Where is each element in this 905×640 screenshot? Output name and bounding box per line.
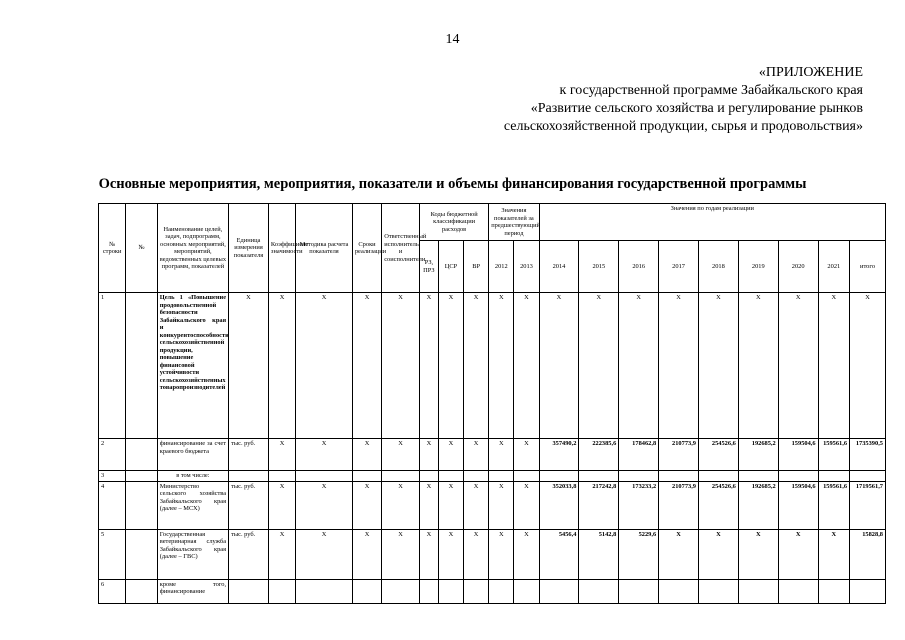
cell-row-number: 5 xyxy=(99,529,126,579)
cell-number xyxy=(126,481,157,529)
cell-unit xyxy=(229,471,269,482)
cell-2017: Х xyxy=(659,529,699,579)
cell-2021: Х xyxy=(818,293,849,439)
cell-2018: Х xyxy=(699,529,739,579)
cell-2021 xyxy=(818,471,849,482)
cell-responsible: Х xyxy=(382,481,420,529)
cell-2012 xyxy=(489,471,514,482)
cell-2017 xyxy=(659,471,699,482)
appendix-header xyxy=(504,64,863,136)
cell-row-number: 2 xyxy=(99,439,126,471)
cell-method xyxy=(296,579,353,603)
cell-2020 xyxy=(778,579,818,603)
cell-2015: 222385,6 xyxy=(579,439,619,471)
cell-total xyxy=(850,471,886,482)
cell-code-rz xyxy=(419,579,438,603)
cell-unit: тыс. руб. xyxy=(229,529,269,579)
header-years-group: Значения по годам реализации xyxy=(539,204,885,241)
cell-2016: 178462,8 xyxy=(619,439,659,471)
cell-coefficient: Х xyxy=(268,293,295,439)
cell-2020: Х xyxy=(778,293,818,439)
cell-2020: 159504,6 xyxy=(778,439,818,471)
cell-2020: Х xyxy=(778,529,818,579)
cell-code-csr: Х xyxy=(438,293,463,439)
cell-code-vr: Х xyxy=(464,481,489,529)
cell-number xyxy=(126,579,157,603)
cell-method: Х xyxy=(296,439,353,471)
table-row xyxy=(99,579,886,603)
cell-2018: 254526,6 xyxy=(699,439,739,471)
cell-coefficient xyxy=(268,471,295,482)
cell-2014: 5456,4 xyxy=(539,529,579,579)
cell-code-vr: Х xyxy=(464,439,489,471)
cell-code-rz: Х xyxy=(419,481,438,529)
cell-name: кроме того, финансирование xyxy=(157,579,228,603)
cell-2014 xyxy=(539,471,579,482)
cell-code-csr: Х xyxy=(438,439,463,471)
header-year-2019: 2019 xyxy=(738,241,778,293)
cell-row-number: 4 xyxy=(99,481,126,529)
cell-total: 1735390,5 xyxy=(850,439,886,471)
cell-total xyxy=(850,579,886,603)
cell-2013 xyxy=(514,579,539,603)
cell-2017: 210773,9 xyxy=(659,439,699,471)
cell-code-csr xyxy=(438,579,463,603)
header-method: Методика расчета показателя xyxy=(296,204,353,293)
cell-code-rz xyxy=(419,471,438,482)
cell-term: Х xyxy=(352,293,381,439)
cell-method: Х xyxy=(296,293,353,439)
cell-method xyxy=(296,471,353,482)
cell-2013: Х xyxy=(514,529,539,579)
cell-coefficient: Х xyxy=(268,481,295,529)
cell-number xyxy=(126,439,157,471)
cell-2015 xyxy=(579,471,619,482)
table-row xyxy=(99,529,886,579)
cell-2013 xyxy=(514,471,539,482)
cell-name: в том числе: xyxy=(157,471,228,482)
cell-code-rz: Х xyxy=(419,293,438,439)
cell-2019: 192685,2 xyxy=(738,481,778,529)
cell-row-number: 1 xyxy=(99,293,126,439)
cell-2016 xyxy=(619,471,659,482)
table-row xyxy=(99,293,886,439)
cell-2021: Х xyxy=(818,529,849,579)
cell-2014: 357490,2 xyxy=(539,439,579,471)
cell-unit: Х xyxy=(229,293,269,439)
header-unit: Единица измерения показателя xyxy=(229,204,269,293)
header-number: № xyxy=(126,204,157,293)
cell-2019: Х xyxy=(738,293,778,439)
cell-number xyxy=(126,293,157,439)
cell-unit xyxy=(229,579,269,603)
cell-2012: Х xyxy=(489,439,514,471)
program-table xyxy=(98,203,886,604)
header-year-2015: 2015 xyxy=(579,241,619,293)
cell-2021: 159561,6 xyxy=(818,481,849,529)
cell-2015: 5142,8 xyxy=(579,529,619,579)
cell-2018 xyxy=(699,579,739,603)
header-term: Сроки реализации xyxy=(352,204,381,293)
cell-2018 xyxy=(699,471,739,482)
header-previous-period: Значения показателей за предшествующий период xyxy=(489,204,539,241)
cell-code-vr xyxy=(464,579,489,603)
cell-2021: 159561,6 xyxy=(818,439,849,471)
cell-2016: 173233,2 xyxy=(619,481,659,529)
page-number: 14 xyxy=(445,32,460,47)
header-code-vr: ВР xyxy=(464,241,489,293)
header-name: Наименование целей, задач, подпрограмм, основных мероприятий, мероприятий, ведомственных целевых программ, показателей xyxy=(157,204,228,293)
cell-2018: Х xyxy=(699,293,739,439)
cell-2014: 352033,8 xyxy=(539,481,579,529)
header-year-2021: 2021 xyxy=(818,241,849,293)
appendix-line-2: к государственной программе Забайкальского края xyxy=(559,83,863,98)
appendix-line-3: «Развитие сельского хозяйства и регулирование рынков xyxy=(530,101,863,116)
header-year-2020: 2020 xyxy=(778,241,818,293)
cell-unit: тыс. руб. xyxy=(229,439,269,471)
cell-2014 xyxy=(539,579,579,603)
cell-total: Х xyxy=(850,293,886,439)
header-coefficient: Коэффициент значимости xyxy=(268,204,295,293)
cell-2019 xyxy=(738,471,778,482)
cell-code-csr: Х xyxy=(438,481,463,529)
cell-row-number: 6 xyxy=(99,579,126,603)
cell-coefficient: Х xyxy=(268,529,295,579)
cell-responsible xyxy=(382,471,420,482)
header-code-rz: РЗ, ПРЗ xyxy=(419,241,438,293)
header-year-2013: 2013 xyxy=(514,241,539,293)
cell-responsible: Х xyxy=(382,529,420,579)
cell-code-vr xyxy=(464,471,489,482)
appendix-line-1: «ПРИЛОЖЕНИЕ xyxy=(758,65,863,80)
cell-code-rz: Х xyxy=(419,529,438,579)
cell-2015 xyxy=(579,579,619,603)
cell-code-csr: Х xyxy=(438,529,463,579)
cell-row-number: 3 xyxy=(99,471,126,482)
cell-2019 xyxy=(738,579,778,603)
header-code-csr: ЦСР xyxy=(438,241,463,293)
cell-2018: 254526,6 xyxy=(699,481,739,529)
cell-2019: Х xyxy=(738,529,778,579)
cell-term: Х xyxy=(352,439,381,471)
cell-2020: 159504,6 xyxy=(778,481,818,529)
cell-code-rz: Х xyxy=(419,439,438,471)
cell-2012: Х xyxy=(489,481,514,529)
header-year-2014: 2014 xyxy=(539,241,579,293)
cell-2013: Х xyxy=(514,481,539,529)
cell-2019: 192685,2 xyxy=(738,439,778,471)
cell-2014: Х xyxy=(539,293,579,439)
header-responsible: Ответственный исполнитель и соисполнители xyxy=(382,204,420,293)
table-row xyxy=(99,439,886,471)
appendix-line-4: сельскохозяйственной продукции, сырья и продовольствия» xyxy=(503,119,863,134)
cell-term xyxy=(352,471,381,482)
cell-code-vr: Х xyxy=(464,293,489,439)
cell-2016: 5229,6 xyxy=(619,529,659,579)
cell-name: Государственная ветеринарная служба Забайкальского края (далее – ГВС) xyxy=(157,529,228,579)
cell-coefficient xyxy=(268,579,295,603)
cell-term: Х xyxy=(352,529,381,579)
cell-code-vr: Х xyxy=(464,529,489,579)
cell-2017: 210773,9 xyxy=(659,481,699,529)
header-budget-codes: Коды бюджетной классификации расходов xyxy=(419,204,488,241)
cell-2015: Х xyxy=(579,293,619,439)
cell-term xyxy=(352,579,381,603)
cell-2021 xyxy=(818,579,849,603)
cell-total: 15828,8 xyxy=(850,529,886,579)
cell-number xyxy=(126,471,157,482)
cell-2016: Х xyxy=(619,293,659,439)
cell-code-csr xyxy=(438,471,463,482)
header-year-2017: 2017 xyxy=(659,241,699,293)
document-title: Основные мероприятия, мероприятия, показатели и объемы финансирования государственной программы xyxy=(98,176,807,192)
header-row-number: № строки xyxy=(99,204,126,293)
cell-term: Х xyxy=(352,481,381,529)
cell-coefficient: Х xyxy=(268,439,295,471)
cell-2013: Х xyxy=(514,439,539,471)
cell-responsible: Х xyxy=(382,293,420,439)
header-year-2016: 2016 xyxy=(619,241,659,293)
header-year-2018: 2018 xyxy=(699,241,739,293)
cell-name: финансирование за счет краевого бюджета xyxy=(157,439,228,471)
cell-2017 xyxy=(659,579,699,603)
cell-2012: Х xyxy=(489,293,514,439)
cell-2012 xyxy=(489,579,514,603)
cell-responsible: Х xyxy=(382,439,420,471)
header-year-2012: 2012 xyxy=(489,241,514,293)
cell-2012: Х xyxy=(489,529,514,579)
cell-2017: Х xyxy=(659,293,699,439)
cell-method: Х xyxy=(296,481,353,529)
cell-name: Цель 1 «Повышение продовольственной безопасности Забайкальского края и конкурентоспособности сельскохозяйственной продукции, повышение финансовой устойчивости сельскохозяйственных товаропроизводителей xyxy=(157,293,228,439)
cell-responsible xyxy=(382,579,420,603)
cell-2016 xyxy=(619,579,659,603)
cell-method: Х xyxy=(296,529,353,579)
cell-number xyxy=(126,529,157,579)
cell-name: Министерство сельского хозяйства Забайкальского края (далее – МСХ) xyxy=(157,481,228,529)
header-total: итого xyxy=(850,241,886,293)
cell-2020 xyxy=(778,471,818,482)
cell-2015: 217242,8 xyxy=(579,481,619,529)
table-row xyxy=(99,471,886,482)
table-row xyxy=(99,481,886,529)
cell-total: 1719561,7 xyxy=(850,481,886,529)
cell-unit: тыс. руб. xyxy=(229,481,269,529)
cell-2013: Х xyxy=(514,293,539,439)
